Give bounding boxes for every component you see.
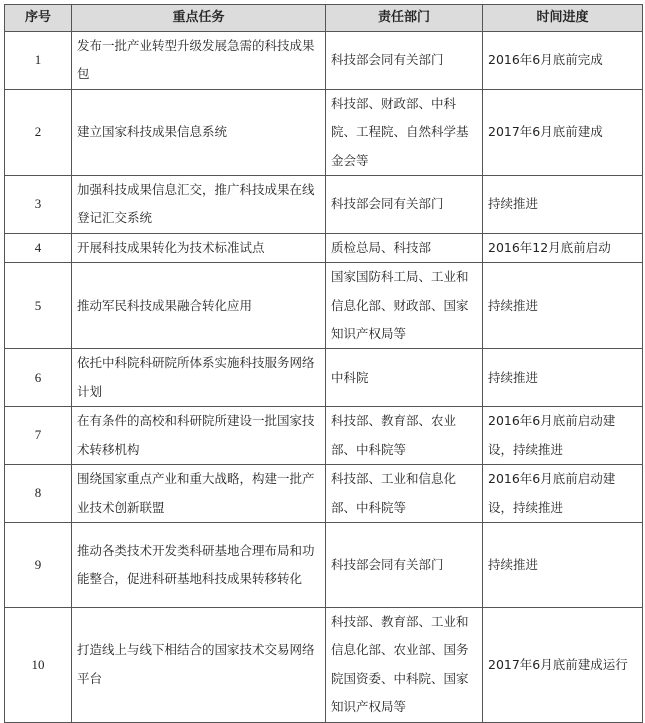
row-owner: 中科院: [326, 349, 483, 407]
row-owner: 科技部会同有关部门: [326, 522, 483, 607]
header-task: 重点任务: [72, 5, 326, 32]
row-progress: 持续推进: [483, 176, 643, 234]
table-row: [5, 263, 643, 349]
row-task: 围绕国家重点产业和重大战略，构建一批产业技术创新联盟: [72, 465, 326, 523]
row-task: 推动各类技术开发类科研基地合理布局和功能整合，促进科研基地科技成果转移转化: [72, 522, 326, 607]
row-owner: 国家国防科工局、工业和信息化部、财政部、国家知识产权局等: [326, 263, 483, 349]
row-progress: 持续推进: [483, 522, 643, 607]
row-progress: 2016年6月底前启动建设，持续推进: [483, 407, 643, 465]
header-progress: 时间进度: [483, 5, 643, 32]
row-no: 4: [5, 233, 72, 262]
row-progress: 2016年6月底前启动建设，持续推进: [483, 465, 643, 523]
row-task: 发布一批产业转型升级发展急需的科技成果包: [72, 32, 326, 90]
row-owner: 科技部、财政部、中科院、工程院、自然科学基金会等: [326, 89, 483, 175]
row-task: 加强科技成果信息汇交，推广科技成果在线登记汇交系统: [72, 176, 326, 234]
row-no: 6: [5, 349, 72, 407]
row-owner: 科技部、工业和信息化部、中科院等: [326, 465, 483, 523]
row-no: 10: [5, 607, 72, 722]
row-progress: 持续推进: [483, 263, 643, 349]
row-task: 打造线上与线下相结合的国家技术交易网络平台: [72, 607, 326, 722]
row-progress: 2016年6月底前完成: [483, 32, 643, 90]
table-row: [5, 349, 643, 407]
table-header-row: [5, 5, 643, 32]
row-owner: 科技部、教育部、农业部、中科院等: [326, 407, 483, 465]
row-no: 9: [5, 522, 72, 607]
row-task: 推动军民科技成果融合转化应用: [72, 263, 326, 349]
table-row: [5, 522, 643, 607]
table-row: [5, 607, 643, 722]
header-owner: 责任部门: [326, 5, 483, 32]
row-progress: 2017年6月底前建成运行: [483, 607, 643, 722]
row-owner: 质检总局、科技部: [326, 233, 483, 262]
row-task: 开展科技成果转化为技术标准试点: [72, 233, 326, 262]
row-owner: 科技部会同有关部门: [326, 176, 483, 234]
row-no: 3: [5, 176, 72, 234]
row-owner: 科技部会同有关部门: [326, 32, 483, 90]
table-row: [5, 465, 643, 523]
row-task: 建立国家科技成果信息系统: [72, 89, 326, 175]
row-owner: 科技部、教育部、工业和信息化部、农业部、国务院国资委、中科院、国家知识产权局等: [326, 607, 483, 722]
row-no: 7: [5, 407, 72, 465]
row-no: 5: [5, 263, 72, 349]
table-row: [5, 407, 643, 465]
row-task: 在有条件的高校和科研院所建设一批国家技术转移机构: [72, 407, 326, 465]
table-row: [5, 176, 643, 234]
table-row: [5, 32, 643, 90]
row-no: 8: [5, 465, 72, 523]
row-progress: 持续推进: [483, 349, 643, 407]
task-table: [4, 4, 643, 723]
row-progress: 2016年12月底前启动: [483, 233, 643, 262]
row-no: 1: [5, 32, 72, 90]
row-no: 2: [5, 89, 72, 175]
table-row: [5, 89, 643, 175]
row-task: 依托中科院科研院所体系实施科技服务网络计划: [72, 349, 326, 407]
row-progress: 2017年6月底前建成: [483, 89, 643, 175]
table-row: [5, 233, 643, 262]
header-no: 序号: [5, 5, 72, 32]
